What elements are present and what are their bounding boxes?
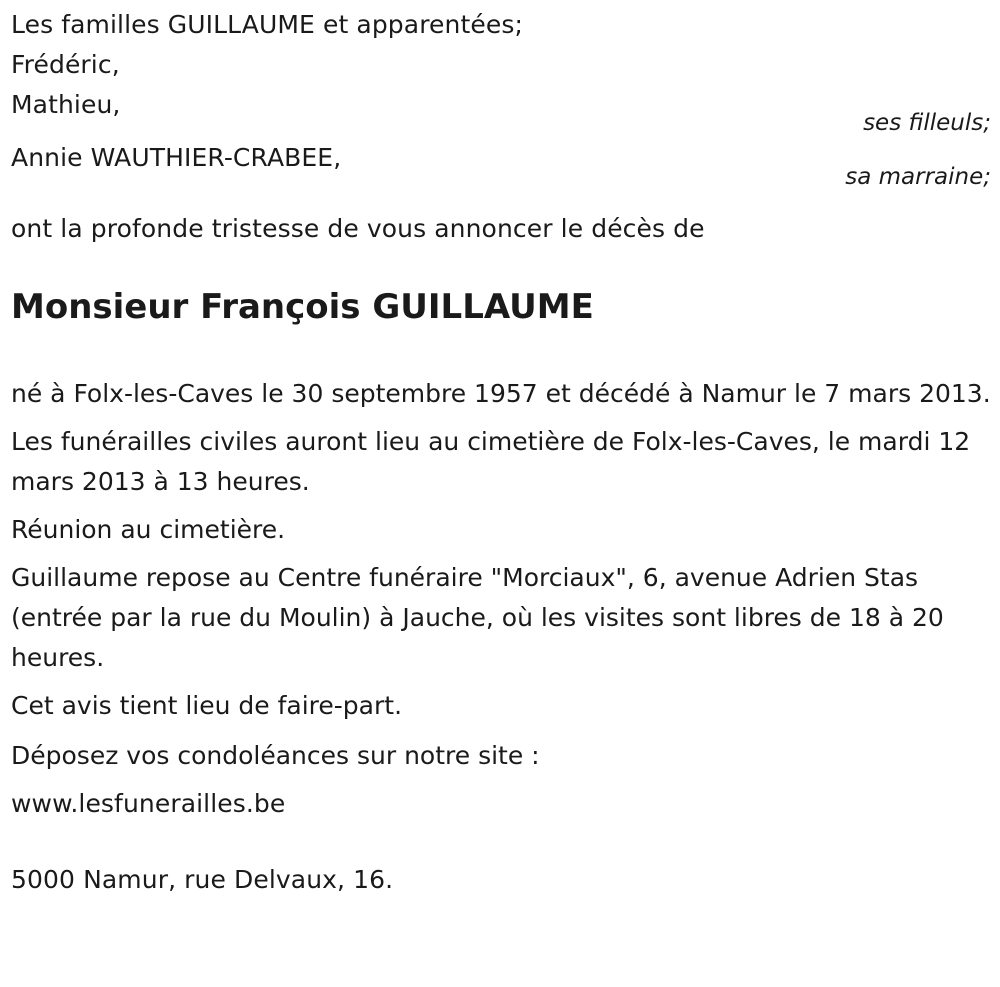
condolences-paragraph: Déposez vos condoléances sur notre site : <box>11 741 540 770</box>
announcement-line: ont la profonde tristesse de vous annoncer le décès de <box>11 214 705 243</box>
notice-paragraph: Cet avis tient lieu de faire-part. <box>11 691 403 720</box>
resting-paragraph: Guillaume repose au Centre funéraire "Morciaux", 6, avenue Adrien Stas (entrée par la rue du Moulin) à Jauche, où les visites sont libres de 18 à 20 heures. <box>11 563 944 672</box>
godmother-line: Annie WAUTHIER-CRABEE, <box>11 143 342 172</box>
obituary-notice <box>11 5 991 900</box>
website-link[interactable]: www.lesfunerailles.be <box>11 789 286 818</box>
godmother-role: sa marraine; <box>845 164 991 190</box>
birth-death-paragraph: né à Folx-les-Caves le 30 septembre 1957 et décédé à Namur le 7 mars 2013. <box>11 379 991 408</box>
families-line: Les familles GUILLAUME et apparentées; <box>11 10 523 39</box>
godchild-frederic: Frédéric, <box>11 50 120 79</box>
address-line: 5000 Namur, rue Delvaux, 16. <box>11 865 394 894</box>
deceased-name: Monsieur François GUILLAUME <box>11 287 594 327</box>
funeral-paragraph: Les funérailles civiles auront lieu au cimetière de Folx-les-Caves, le mardi 12 mars 2013 à 13 heures. <box>11 427 971 496</box>
godchildren-role: ses filleuls; <box>863 110 991 136</box>
meeting-paragraph: Réunion au cimetière. <box>11 515 286 544</box>
godchild-mathieu: Mathieu, <box>11 90 121 119</box>
